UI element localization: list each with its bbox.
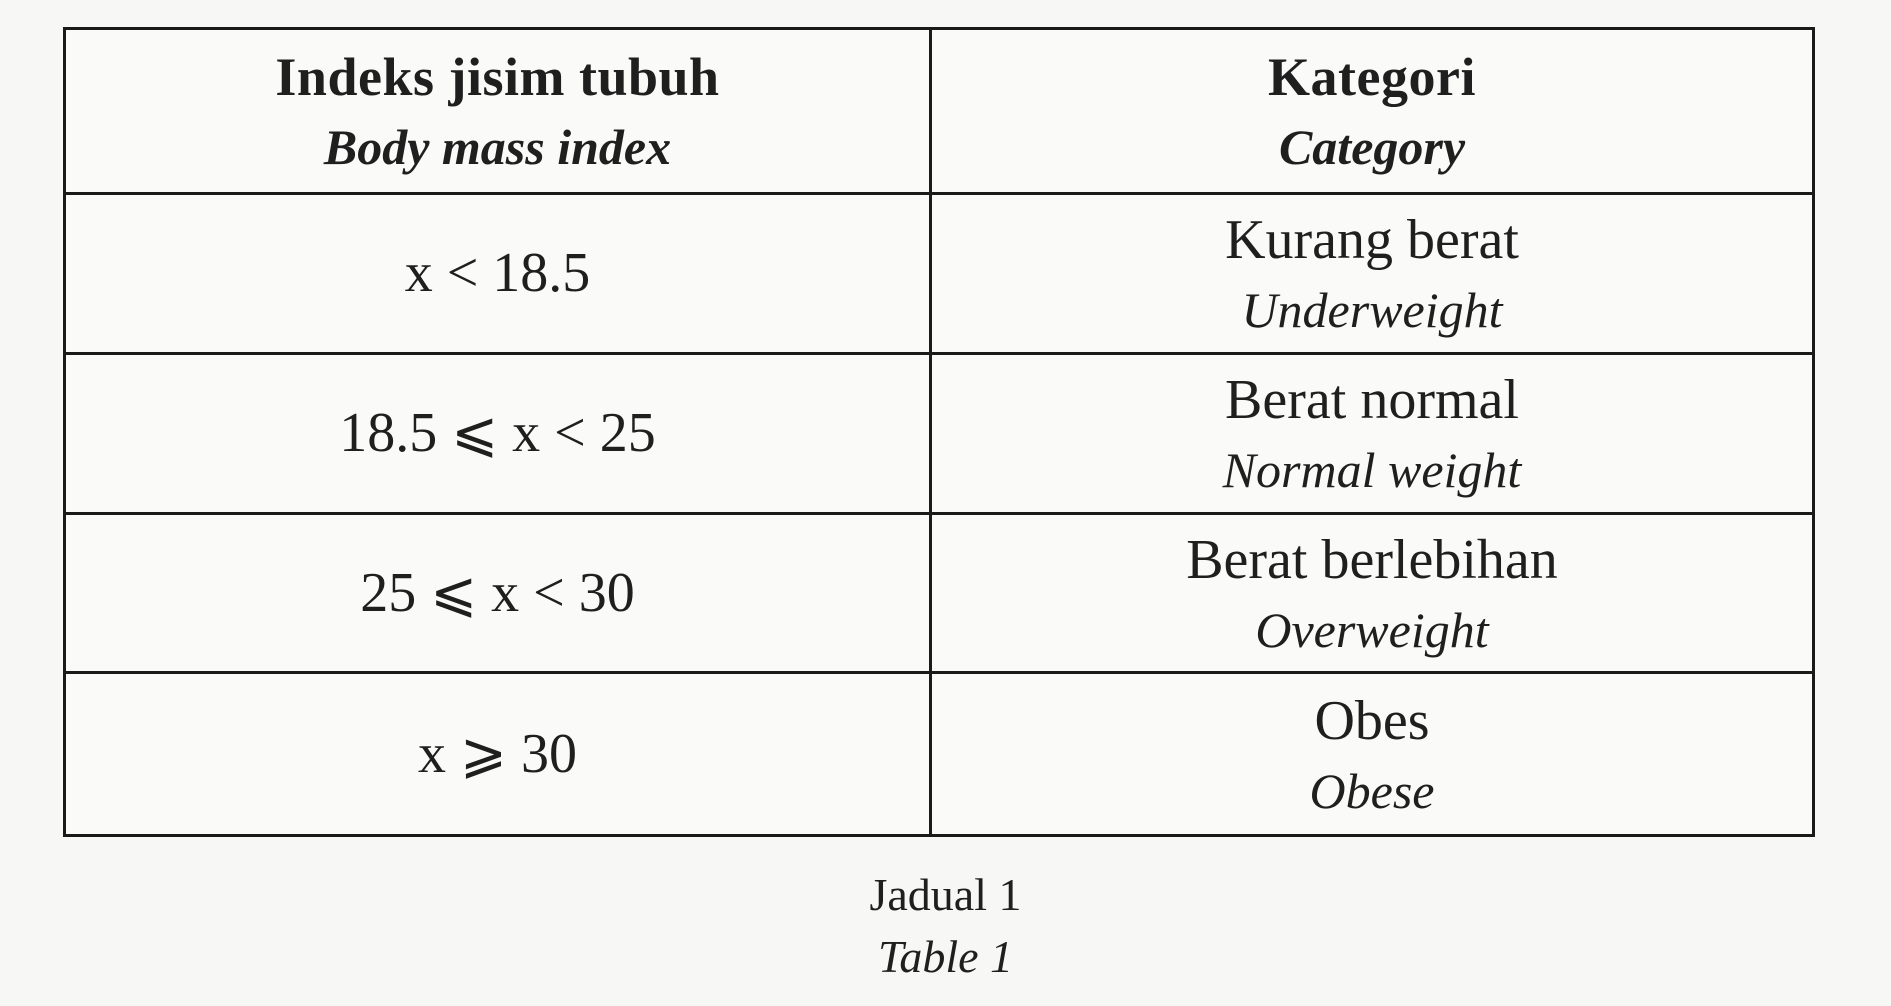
bmi-range: 18.5 ⩽ x < 25 (339, 402, 656, 465)
header-bmi-label: Indeks jisim tubuh (275, 47, 720, 107)
table-caption: Jadual 1 (869, 869, 1022, 920)
table-row-range (66, 355, 932, 515)
table-row-category (932, 355, 1812, 515)
category-label-en: Obese (1309, 762, 1435, 819)
bmi-range: x < 18.5 (404, 242, 591, 305)
bmi-range: x ⩾ 30 (418, 723, 577, 786)
table-row-range (66, 195, 932, 355)
header-category-label: Kategori (1268, 47, 1476, 107)
category-label-en: Underweight (1241, 282, 1503, 339)
table-row-range (66, 515, 932, 675)
category-label: Berat berlebihan (1186, 528, 1558, 591)
table-row-category (932, 195, 1812, 355)
header-bmi-label-en: Body mass index (323, 118, 672, 175)
category-label-en: Normal weight (1222, 441, 1522, 498)
category-label: Kurang berat (1225, 209, 1519, 272)
table-row-range (66, 674, 932, 834)
table-caption-en: Table 1 (877, 931, 1014, 982)
category-label: Obes (1314, 689, 1430, 752)
table-row-category (932, 515, 1812, 675)
category-label-en: Overweight (1255, 601, 1489, 658)
header-category (932, 30, 1812, 195)
header-bmi (66, 30, 932, 195)
header-category-label-en: Category (1278, 118, 1466, 175)
bmi-range: 25 ⩽ x < 30 (360, 561, 635, 624)
category-label: Berat normal (1225, 368, 1519, 431)
bmi-table (63, 27, 1815, 837)
table-row-category (932, 674, 1812, 834)
